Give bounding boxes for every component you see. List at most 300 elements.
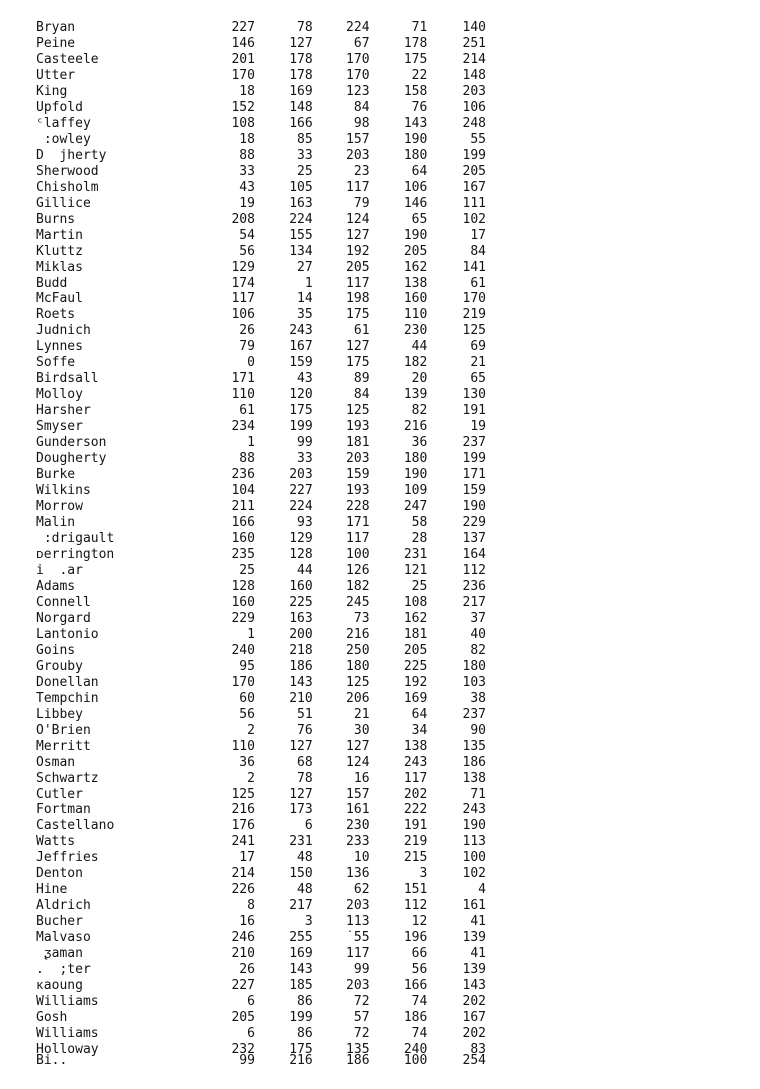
row-value-1: 235 xyxy=(231,546,255,562)
row-name: McFaul xyxy=(36,291,83,307)
row-value-4: 28 xyxy=(411,531,428,546)
row-value-5: 191 xyxy=(462,403,486,419)
table-row xyxy=(36,148,486,164)
row-value-5: 161 xyxy=(462,898,486,914)
row-value-3: 117 xyxy=(346,275,370,291)
row-value-1: 208 xyxy=(231,211,255,227)
row-value-4: 100 xyxy=(403,1053,428,1068)
row-value-2: 231 xyxy=(289,834,313,850)
row-value-1: 25 xyxy=(239,562,255,578)
row-value-4: 196 xyxy=(403,930,428,946)
row-value-1: 146 xyxy=(231,35,255,51)
table-row xyxy=(36,291,486,307)
row-value-5: 102 xyxy=(462,866,486,882)
table-row xyxy=(36,180,486,196)
table-row xyxy=(36,323,486,339)
row-value-5: 90 xyxy=(470,722,486,738)
table-row xyxy=(36,307,486,323)
row-value-5: 61 xyxy=(470,275,486,291)
row-value-5: 217 xyxy=(462,594,486,610)
table-row xyxy=(36,946,486,962)
row-value-1: 18 xyxy=(239,83,255,99)
row-value-2: 127 xyxy=(289,786,313,802)
row-value-4: 231 xyxy=(403,546,428,562)
row-value-4: 230 xyxy=(403,323,428,339)
row-value-4: 180 xyxy=(403,147,428,163)
table-row xyxy=(36,339,486,355)
row-name: Upfold xyxy=(36,99,83,115)
row-name: Casteele xyxy=(36,51,99,67)
row-value-1: 170 xyxy=(231,67,255,83)
row-value-3: 84 xyxy=(353,99,370,115)
row-value-2: 155 xyxy=(289,227,313,243)
table-row xyxy=(36,20,486,36)
row-value-3: 72 xyxy=(353,994,370,1010)
row-value-1: 79 xyxy=(239,339,255,355)
row-value-2: 173 xyxy=(289,802,313,818)
row-value-4: 178 xyxy=(403,35,428,51)
row-value-2: 143 xyxy=(289,962,313,978)
table-row xyxy=(36,483,486,499)
table-row xyxy=(36,84,486,100)
row-value-2: 185 xyxy=(289,978,313,994)
row-value-3: 99 xyxy=(353,962,370,978)
row-name: Bucher xyxy=(36,914,83,930)
table-row xyxy=(36,228,486,244)
row-value-4: 138 xyxy=(403,738,428,754)
row-value-5: 103 xyxy=(462,674,486,690)
row-name: Soffe xyxy=(36,355,76,371)
row-name: Donellan xyxy=(36,674,99,690)
table-row xyxy=(36,914,486,930)
table-row xyxy=(36,659,486,675)
row-value-3: 159 xyxy=(346,467,370,483)
row-value-3: 100 xyxy=(346,546,370,562)
row-value-5: 202 xyxy=(462,1026,486,1042)
row-name: Malin xyxy=(36,515,76,531)
row-value-5: 17 xyxy=(470,227,486,243)
row-name: Norgard xyxy=(36,610,91,626)
row-value-1: 8 xyxy=(247,898,255,914)
row-name: Merritt xyxy=(36,738,91,754)
table-row xyxy=(36,276,486,292)
row-value-5: 21 xyxy=(470,355,486,371)
table-row xyxy=(36,387,486,403)
row-value-5: 41 xyxy=(470,946,486,962)
row-value-5: 37 xyxy=(470,610,486,626)
table-row xyxy=(36,675,486,691)
data-table xyxy=(36,20,486,1058)
row-value-4: 166 xyxy=(403,978,428,994)
row-value-3: 224 xyxy=(346,20,370,35)
row-value-2: 225 xyxy=(289,594,313,610)
table-row xyxy=(36,802,486,818)
row-value-1: 33 xyxy=(239,163,255,179)
row-value-2: 134 xyxy=(289,243,313,259)
table-row xyxy=(36,771,486,787)
row-value-1: 108 xyxy=(231,115,255,131)
table-row xyxy=(36,244,486,260)
row-value-2: 199 xyxy=(289,1010,313,1026)
row-value-5: 229 xyxy=(462,515,486,531)
table-row xyxy=(36,1010,486,1026)
row-value-4: 106 xyxy=(403,179,428,195)
row-value-5: 4 xyxy=(478,882,486,898)
row-value-3: 124 xyxy=(346,211,370,227)
row-value-2: 227 xyxy=(289,483,313,499)
row-value-2: 85 xyxy=(297,131,313,147)
row-value-3: 180 xyxy=(346,658,370,674)
row-value-2: 186 xyxy=(289,658,313,674)
row-value-1: 2 xyxy=(247,770,255,786)
row-name: D jherty xyxy=(36,147,107,163)
row-value-3: 181 xyxy=(346,435,370,451)
row-value-4: 25 xyxy=(411,578,428,594)
table-row xyxy=(36,818,486,834)
row-value-4: 110 xyxy=(403,307,428,323)
table-row xyxy=(36,707,486,723)
row-value-2: 163 xyxy=(289,610,313,626)
row-value-4: 158 xyxy=(403,83,428,99)
row-value-1: 88 xyxy=(239,147,255,163)
row-value-2: 203 xyxy=(289,467,313,483)
row-value-4: 162 xyxy=(403,610,428,626)
row-value-1: 95 xyxy=(239,658,255,674)
row-value-3: 117 xyxy=(346,946,370,962)
row-value-2: 51 xyxy=(297,706,313,722)
row-value-3: 135 xyxy=(346,1042,370,1057)
row-value-4: 138 xyxy=(403,275,428,291)
row-value-4: 108 xyxy=(403,594,428,610)
row-value-2: 78 xyxy=(297,770,313,786)
row-value-2: 218 xyxy=(289,642,313,658)
row-value-4: 191 xyxy=(403,818,428,834)
row-value-1: 226 xyxy=(231,882,255,898)
row-name: Lantonio xyxy=(36,626,99,642)
row-value-2: 224 xyxy=(289,499,313,515)
row-name: Malvaso xyxy=(36,930,91,946)
row-value-5: 65 xyxy=(470,371,486,387)
row-value-4: 66 xyxy=(411,946,428,962)
row-value-5: 113 xyxy=(462,834,486,850)
row-value-5: 38 xyxy=(470,690,486,706)
table-row xyxy=(36,994,486,1010)
row-value-3: 171 xyxy=(346,515,370,531)
row-value-4: 139 xyxy=(403,387,428,403)
row-value-3: 10 xyxy=(353,850,370,866)
row-value-5: 167 xyxy=(462,179,486,195)
row-value-1: 229 xyxy=(231,610,255,626)
row-value-1: 210 xyxy=(231,946,255,962)
row-value-1: 240 xyxy=(231,642,255,658)
row-value-1: 110 xyxy=(231,738,255,754)
row-value-1: 56 xyxy=(239,243,255,259)
row-value-3: 182 xyxy=(346,578,370,594)
row-value-5: 237 xyxy=(462,706,486,722)
row-value-1: 174 xyxy=(231,275,255,291)
cut-off-row xyxy=(36,1053,486,1071)
row-value-4: 205 xyxy=(403,243,428,259)
table-row xyxy=(36,419,486,435)
row-value-5: 41 xyxy=(470,914,486,930)
table-row xyxy=(36,611,486,627)
row-value-5: 171 xyxy=(462,467,486,483)
row-name: :drigault xyxy=(36,531,115,546)
row-value-2: 120 xyxy=(289,387,313,403)
row-value-2: 27 xyxy=(297,259,313,275)
row-name: Jeffries xyxy=(36,850,99,866)
row-value-1: 160 xyxy=(231,531,255,546)
row-name: Fortman xyxy=(36,802,91,818)
row-value-2: 86 xyxy=(297,1026,313,1042)
row-value-2: 105 xyxy=(289,179,313,195)
row-value-3: 203 xyxy=(346,147,370,163)
row-value-1: 110 xyxy=(231,387,255,403)
row-value-2: 159 xyxy=(289,355,313,371)
row-value-1: 125 xyxy=(231,786,255,802)
row-value-1: 166 xyxy=(231,515,255,531)
row-value-4: 44 xyxy=(411,339,428,355)
row-value-3: 126 xyxy=(346,562,370,578)
row-name: Martin xyxy=(36,227,83,243)
row-value-4: 216 xyxy=(403,419,428,435)
row-value-2: 143 xyxy=(289,674,313,690)
row-value-4: 146 xyxy=(403,195,428,211)
table-row xyxy=(36,834,486,850)
table-row xyxy=(36,962,486,978)
row-name: Osman xyxy=(36,754,76,770)
row-value-5: 137 xyxy=(462,531,486,546)
row-value-3: 61 xyxy=(353,323,370,339)
row-value-2: 33 xyxy=(297,147,313,163)
row-name: :owley xyxy=(36,131,91,147)
row-name: Dougherty xyxy=(36,451,107,467)
row-value-5: 100 xyxy=(462,850,486,866)
row-value-3: 230 xyxy=(346,818,370,834)
table-row xyxy=(36,515,486,531)
row-value-4: 74 xyxy=(411,1026,428,1042)
row-value-4: 20 xyxy=(411,371,428,387)
row-value-1: 205 xyxy=(231,1010,255,1026)
row-value-3: 16 xyxy=(353,770,370,786)
table-row xyxy=(36,627,486,643)
row-value-5: 199 xyxy=(462,147,486,163)
row-value-3: 62 xyxy=(353,882,370,898)
row-value-1: 128 xyxy=(231,578,255,594)
row-name: Burns xyxy=(36,211,76,227)
row-value-3: 157 xyxy=(346,786,370,802)
row-value-2: 163 xyxy=(289,195,313,211)
row-value-3: 57 xyxy=(353,1010,370,1026)
row-value-5: 125 xyxy=(462,323,486,339)
row-value-4: 151 xyxy=(403,882,428,898)
row-value-3: 117 xyxy=(346,531,370,546)
row-name: Libbey xyxy=(36,706,83,722)
row-value-5: 170 xyxy=(462,291,486,307)
row-value-3: 117 xyxy=(346,179,370,195)
table-row xyxy=(36,116,486,132)
row-value-4: 58 xyxy=(411,515,428,531)
row-value-4: 71 xyxy=(411,20,428,35)
row-value-2: 1 xyxy=(304,275,313,291)
row-value-5: 180 xyxy=(462,658,486,674)
row-value-5: 138 xyxy=(462,770,486,786)
row-value-2: 167 xyxy=(289,339,313,355)
row-value-1: 106 xyxy=(231,307,255,323)
row-name: Chisholm xyxy=(36,179,99,195)
row-value-4: 225 xyxy=(403,658,428,674)
row-value-2: 128 xyxy=(289,546,313,562)
row-value-3: 170 xyxy=(346,51,370,67)
row-value-5: 83 xyxy=(470,1042,486,1057)
table-row-partial xyxy=(36,1053,486,1069)
row-name: ᴅerrington xyxy=(36,546,115,562)
table-row xyxy=(36,196,486,212)
row-value-3: 113 xyxy=(346,914,370,930)
row-name: King xyxy=(36,83,68,99)
row-value-2: 178 xyxy=(289,67,313,83)
row-value-1: 43 xyxy=(239,179,255,195)
row-name: Sherwood xyxy=(36,163,99,179)
table-row xyxy=(36,212,486,228)
row-name: ᶜlaffey xyxy=(36,115,91,131)
row-value-3: 186 xyxy=(346,1053,370,1068)
row-value-4: 169 xyxy=(403,690,428,706)
row-value-5: 140 xyxy=(462,20,486,35)
row-value-4: 82 xyxy=(411,403,428,419)
row-name: Grouby xyxy=(36,658,83,674)
row-value-1: 176 xyxy=(231,818,255,834)
row-value-2: 6 xyxy=(304,818,313,834)
row-value-5: 19 xyxy=(470,419,486,435)
row-name: Gillice xyxy=(36,195,91,211)
row-name: Cutler xyxy=(36,786,83,802)
row-value-3: 127 xyxy=(346,738,370,754)
row-value-2: 200 xyxy=(289,626,313,642)
row-value-3: ˙55 xyxy=(346,930,370,946)
row-value-4: 240 xyxy=(403,1042,428,1057)
row-value-1: 201 xyxy=(231,51,255,67)
row-value-4: 74 xyxy=(411,994,428,1010)
row-value-1: 18 xyxy=(239,131,255,147)
row-value-1: 241 xyxy=(231,834,255,850)
row-value-4: 186 xyxy=(403,1010,428,1026)
row-value-2: 210 xyxy=(289,690,313,706)
row-value-1: 60 xyxy=(239,690,255,706)
table-row xyxy=(36,978,486,994)
row-value-1: 246 xyxy=(231,930,255,946)
row-name: O'Brien xyxy=(36,722,91,738)
row-value-1: 129 xyxy=(231,259,255,275)
row-value-4: 64 xyxy=(411,706,428,722)
row-value-3: 233 xyxy=(346,834,370,850)
row-value-5: 84 xyxy=(470,243,486,259)
row-value-3: 192 xyxy=(346,243,370,259)
row-value-4: 202 xyxy=(403,786,428,802)
row-value-3: 125 xyxy=(346,674,370,690)
row-value-2: 178 xyxy=(289,51,313,67)
row-value-2: 148 xyxy=(289,99,313,115)
row-value-3: 250 xyxy=(346,642,370,658)
row-value-1: 160 xyxy=(231,594,255,610)
row-value-5: 82 xyxy=(470,642,486,658)
row-name: Roets xyxy=(36,307,76,323)
row-value-3: 203 xyxy=(346,898,370,914)
row-value-2: 35 xyxy=(297,307,313,323)
row-name: Gosh xyxy=(36,1010,68,1026)
row-value-4: 219 xyxy=(403,834,428,850)
row-value-5: 143 xyxy=(462,978,486,994)
row-name: Peine xyxy=(36,35,76,51)
row-value-1: 26 xyxy=(239,323,255,339)
row-value-4: 205 xyxy=(403,642,428,658)
table-row xyxy=(36,595,486,611)
row-name: Hine xyxy=(36,882,68,898)
row-value-1: 19 xyxy=(239,195,255,211)
table-row xyxy=(36,435,486,451)
row-value-1: 6 xyxy=(247,994,255,1010)
row-value-3: 175 xyxy=(346,307,370,323)
row-value-4: 117 xyxy=(403,770,428,786)
table-row xyxy=(36,260,486,276)
row-value-2: 44 xyxy=(297,562,313,578)
row-value-4: 181 xyxy=(403,626,428,642)
row-value-3: 228 xyxy=(346,499,370,515)
row-value-2: 166 xyxy=(289,115,313,131)
row-value-4: 112 xyxy=(403,898,428,914)
row-value-5: 71 xyxy=(470,786,486,802)
table-row xyxy=(36,866,486,882)
row-value-1: 1 xyxy=(247,435,255,451)
row-value-5: 190 xyxy=(462,499,486,515)
row-value-2: 199 xyxy=(289,419,313,435)
row-value-4: 162 xyxy=(403,259,428,275)
row-value-4: 190 xyxy=(403,131,428,147)
row-value-5: 237 xyxy=(462,435,486,451)
row-value-3: 193 xyxy=(346,419,370,435)
row-value-2: 175 xyxy=(289,1042,313,1057)
row-value-5: 106 xyxy=(462,99,486,115)
row-value-2: 93 xyxy=(297,515,313,531)
row-name: Watts xyxy=(36,834,76,850)
row-value-1: 1 xyxy=(247,626,255,642)
row-value-1: 171 xyxy=(231,371,255,387)
row-name: Tempchin xyxy=(36,690,99,706)
row-value-1: 54 xyxy=(239,227,255,243)
row-value-5: 205 xyxy=(462,163,486,179)
row-name: Aldrich xyxy=(36,898,91,914)
row-name: Castellano xyxy=(36,818,115,834)
row-value-5: 186 xyxy=(462,754,486,770)
row-name: Goins xyxy=(36,642,76,658)
row-value-1: 99 xyxy=(239,1053,255,1068)
table-row xyxy=(36,930,486,946)
row-value-1: 56 xyxy=(239,706,255,722)
row-value-3: 67 xyxy=(353,35,370,51)
row-value-4: 109 xyxy=(403,483,428,499)
row-value-3: 203 xyxy=(346,451,370,467)
row-name: i .ar xyxy=(36,562,83,578)
row-value-5: 203 xyxy=(462,83,486,99)
row-value-3: 206 xyxy=(346,690,370,706)
row-value-2: 25 xyxy=(297,163,313,179)
row-value-2: 14 xyxy=(297,291,313,307)
row-value-2: 217 xyxy=(289,898,313,914)
row-value-4: 76 xyxy=(411,99,428,115)
table-row xyxy=(36,355,486,371)
row-value-4: 65 xyxy=(411,211,428,227)
row-value-3: 79 xyxy=(353,195,370,211)
